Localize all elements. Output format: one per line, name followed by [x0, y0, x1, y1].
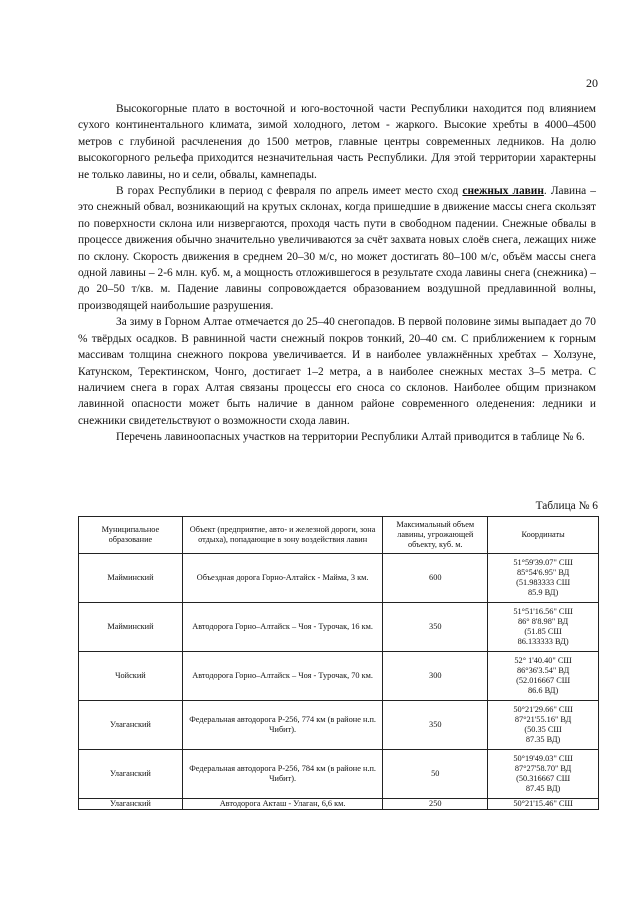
- cell-volume: 350: [383, 603, 488, 652]
- coordinate-line: (52.016667 СШ: [516, 676, 571, 685]
- paragraph-text: Перечень лавиноопасных участков на территории Республики Алтай приводится в таблице № 6.: [116, 431, 585, 444]
- coordinate-line: 87°21'55.16" ВД: [514, 715, 572, 725]
- cell-municipality: Майминский: [79, 603, 183, 652]
- paragraph-text: . Лавина – это снежный обвал, возникающий на крутых склонах, когда пришедшие в движение массы снега скользят по поверхности склона или низвергаются, проходя часть пути в свободном падении. Снежные обвалы в процессе движения обычно значительно увеличиваются за счёт захвата новых слоёв снега, лежащих ниже по склону. Скорость движения в среднем 20–30 м/с, но может достигать 80–100 м/с, объём массы снега одной лавины – 2-6 млн. куб. м, а мощность отложившегося в результате схода лавины снега (снежника) – до 20–50 т/кв. м. Падение лавины сопровождается образованием воздушной предлавинной волны, производящей наибольшие разрушения.: [78, 185, 596, 312]
- coordinate-line: 86.6 ВД): [527, 685, 559, 695]
- header-object: Объект (предприятие, авто- и железной дороги, зона отдыха), попадающие в зону воздействия лавин: [182, 517, 383, 554]
- cell-coordinates: [488, 652, 599, 701]
- cell-coordinates: [488, 603, 599, 652]
- coordinate-line: 87°27'58.70" ВД: [514, 764, 572, 774]
- body-text: [78, 101, 596, 446]
- table-row: [79, 701, 599, 750]
- coordinate-line: 52° 1'40.40" СШ: [514, 656, 572, 666]
- coordinate-line: 85.9 ВД): [527, 587, 559, 597]
- cell-municipality: Улаганский: [79, 750, 183, 799]
- paragraph: [78, 183, 596, 314]
- cell-volume: 250: [383, 799, 488, 810]
- cell-municipality: Улаганский: [79, 799, 183, 810]
- cell-volume: 600: [383, 554, 488, 603]
- cell-coordinates: [488, 799, 599, 810]
- header-volume: Максимальный объем лавины, угрожающей объекту, куб. м.: [383, 517, 488, 554]
- table-row: [79, 799, 599, 810]
- cell-volume: 350: [383, 701, 488, 750]
- coordinate-line: 51°51'16.56" СШ: [513, 607, 573, 617]
- paragraph-text: В горах Республики в период с февраля по апрель имеет место сход: [116, 185, 463, 198]
- header-coordinates: Координаты: [488, 517, 599, 554]
- cell-volume: 300: [383, 652, 488, 701]
- paragraph-text: Высокогорные плато в восточной и юго-восточной части Республики находится под влиянием сухого континентального климата, зимой холодного, летом - жаркого. Высокие хребты в 4000–4500 метров с глубиной расчленения до 1500 метров, главные центры современных ледников. На долю высокогорного рельефа приходится незначительная часть Республики. Для этой территории характерны не только лавины, но и сели, обвалы, камнепады.: [78, 103, 596, 181]
- cell-municipality: Чойский: [79, 652, 183, 701]
- coordinate-line: 87.45 ВД): [525, 783, 561, 793]
- table-body: [79, 554, 599, 810]
- coordinate-line: 51°59'39.07" СШ: [513, 558, 573, 568]
- paragraph: [78, 101, 596, 183]
- coordinate-line: 50°21'29.66" СШ: [513, 705, 573, 715]
- cell-object: Федеральная автодорога Р-256, 784 км (в районе н.п. Чибит).: [182, 750, 383, 799]
- coordinate-line: (51.85 СШ: [524, 627, 562, 636]
- cell-volume: 50: [383, 750, 488, 799]
- cell-object: Федеральная автодорога Р-256, 774 км (в районе н.п. Чибит).: [182, 701, 383, 750]
- cell-object: Автодорога Горно–Алтайск – Чоя - Турочак, 16 км.: [182, 603, 383, 652]
- coordinate-line: 50°21'15.46" СШ: [513, 799, 573, 809]
- paragraph-text: За зиму в Горном Алтае отмечается до 25–40 снегопадов. В первой половине зимы выпадает до 70 % твёрдых осадков. В равнинной части снежный покров тонкий, 20–40 см. С приближением к горным массивам толщина снежного покрова увеличивается. И в наиболее увлажнённых хребтах – Холзуне, Катунском, Теректинском, Чонго, достигает 1–2 метра, а в наиболее снежных местах 3–5 метра. С наличием снега в горах Алтая связаны процессы его сноса со склонов. Наиболее общим признаком лавинной опасности может быть наличие в данном районе современного оледенения: ледники и снежники свидетельствуют о возможности схода лавин.: [78, 316, 596, 427]
- cell-municipality: Майминский: [79, 554, 183, 603]
- header-municipality: Муниципальное образование: [79, 517, 183, 554]
- cell-coordinates: [488, 750, 599, 799]
- coordinate-line: (50.35 СШ: [524, 725, 562, 734]
- coordinate-line: (51.983333 СШ: [516, 578, 571, 587]
- emphasized-term: снежных лавин: [462, 185, 544, 198]
- coordinate-line: 50°19'49.03" СШ: [513, 754, 573, 764]
- table-row: [79, 554, 599, 603]
- table-header-row: [79, 517, 599, 554]
- page-number: 20: [586, 76, 598, 90]
- cell-coordinates: [488, 701, 599, 750]
- table-row: [79, 652, 599, 701]
- paragraph: [78, 314, 596, 429]
- coordinate-line: (50.316667 СШ: [516, 774, 571, 783]
- cell-object: Автодорога Горно–Алтайск – Чоя - Турочак, 70 км.: [182, 652, 383, 701]
- coordinate-line: 86°36'3.54" ВД: [516, 666, 570, 676]
- coordinate-line: 85°54'6.95" ВД: [516, 568, 570, 578]
- coordinate-line: 86.133333 ВД): [517, 636, 569, 646]
- cell-municipality: Улаганский: [79, 701, 183, 750]
- table-row: [79, 750, 599, 799]
- avalanche-table: [78, 516, 599, 810]
- cell-object: Автодорога Акташ - Улаган, 6,6 км.: [182, 799, 383, 810]
- cell-object: Объездная дорога Горно-Алтайск - Майма, 3 км.: [182, 554, 383, 603]
- coordinate-line: 86° 8'8.98" ВД: [518, 617, 569, 627]
- cell-coordinates: [488, 554, 599, 603]
- table-row: [79, 603, 599, 652]
- table-caption: Таблица № 6: [535, 500, 598, 512]
- coordinate-line: 87.35 ВД): [525, 734, 561, 744]
- paragraph: [78, 429, 596, 445]
